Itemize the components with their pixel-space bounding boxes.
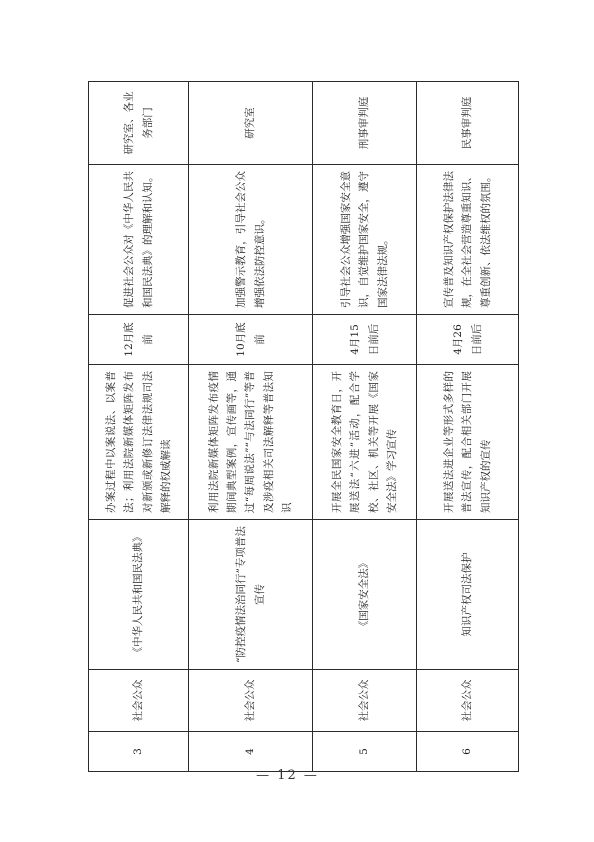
activity-content: 办案过程中以案说法、以案普法；利用法院新媒体矩阵发布对新颁或新修订法律法规司法解释的权威解读: [89, 365, 189, 520]
expected-effect: 促进社会公众对《中华人民共和国民法典》的理解和认知。: [89, 165, 189, 315]
publicity-theme: 《国家安全法》: [313, 520, 417, 670]
table-row: [313, 82, 417, 772]
publicity-plan-table: [88, 81, 519, 772]
row-number: 5: [313, 732, 417, 772]
time-period: 4月26日前后: [417, 315, 519, 365]
activity-content: 开展送法进企业等形式多样的普法宣传，配合相关部门开展知识产权的宣传: [417, 365, 519, 520]
row-number: 4: [189, 732, 313, 772]
target-audience: 社会公众: [417, 670, 519, 732]
responsible-department: 研究室、各业务部门: [89, 82, 189, 165]
table-row: [417, 82, 519, 772]
time-period: 4月15日前后: [313, 315, 417, 365]
expected-effect: 引导社会公众增强国家安全意识，自觉维护国家安全，遵守国家法律法规。: [313, 165, 417, 315]
row-number: 3: [89, 732, 189, 772]
publicity-theme: “防控疫情法治同行”专项普法宣传: [189, 520, 313, 670]
expected-effect: 加强警示教育，引导社会公众增强依法防控意识。: [189, 165, 313, 315]
responsible-department: 刑事审判庭: [313, 82, 417, 165]
target-audience: 社会公众: [313, 670, 417, 732]
responsible-department: 民事审判庭: [417, 82, 519, 165]
target-audience: 社会公众: [89, 670, 189, 732]
page-number: — 12 —: [256, 768, 319, 784]
activity-content: 开展全民国家安全教育日，开展送法“六进”活动，配合学校、社区、机关等开展《国家安全法》学习宣传: [313, 365, 417, 520]
time-period: 12月底前: [89, 315, 189, 365]
target-audience: 社会公众: [189, 670, 313, 732]
expected-effect: 宣传普及知识产权保护法律法规，在全社会营造尊重知识、尊重创新、依法维权的氛围。: [417, 165, 519, 315]
publicity-theme: 《中华人民共和国民法典》: [89, 520, 189, 670]
time-period: 10月底前: [189, 315, 313, 365]
table-row: [189, 82, 313, 772]
table-row: [89, 82, 189, 772]
row-number: 6: [417, 732, 519, 772]
activity-content: 利用法院新媒体矩阵发布疫情期间典型案例，宣传画等，通过“每周说法”“与法同行”等普及涉疫相关司法解释等普法知识: [189, 365, 313, 520]
publicity-theme: 知识产权司法保护: [417, 520, 519, 670]
responsible-department: 研究室: [189, 82, 313, 165]
